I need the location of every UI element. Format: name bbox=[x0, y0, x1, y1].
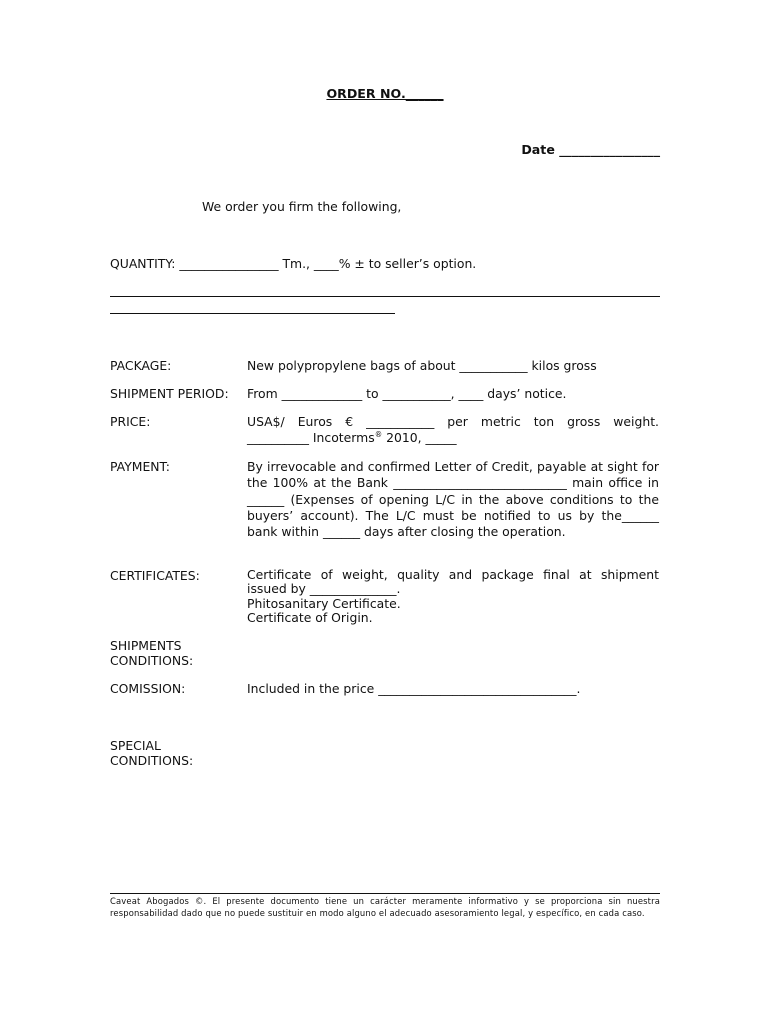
certificates-label: CERTIFICATES: bbox=[110, 568, 200, 583]
certificates-value bbox=[247, 568, 659, 625]
comission-label: COMISSION: bbox=[110, 681, 186, 696]
price-line-1: USA$/ Euros € ___________ per metric ton gross weight. bbox=[247, 414, 659, 429]
special-conditions-label-1: SPECIAL bbox=[110, 738, 161, 753]
footer-disclaimer: Caveat Abogados ©. El presente documento tiene un carácter meramente informativo y se proporciona sin nuestra responsabilidad dado que no puede sustituir en modo alguno el adecuado asesoramiento legal, y específico, en cada caso. bbox=[110, 896, 660, 918]
shipments-conditions-label bbox=[110, 638, 193, 668]
registered-mark: ® bbox=[374, 430, 383, 440]
payment-value: By irrevocable and confirmed Letter of Credit, payable at sight for the 100% at the Bank ____________________________ main office in ______ (Expenses of opening L/C in the above conditions to the buyers’ account). The L/C must be notified to us by the______ bank within ______ days after closing the operation. bbox=[247, 459, 659, 540]
intro-text: We order you firm the following, bbox=[202, 199, 402, 214]
quantity-line: QUANTITY: ________________ Tm., ____% ± to seller’s option. bbox=[110, 256, 477, 271]
shipment-period-value bbox=[247, 386, 659, 402]
blank-line-1 bbox=[110, 296, 660, 297]
comission-value bbox=[247, 681, 659, 697]
payment-label: PAYMENT: bbox=[110, 459, 170, 474]
blank-line-2 bbox=[110, 313, 395, 314]
certificates-line-3: Phitosanitary Certificate. bbox=[247, 595, 401, 611]
date-field: Date ________________ bbox=[521, 142, 660, 157]
price-incoterms: __________ Incoterms bbox=[247, 430, 375, 446]
price-year: 2010, _____ bbox=[382, 430, 457, 446]
certificates-line-1: Certificate of weight, quality and package final at shipment bbox=[247, 567, 659, 582]
certificates-line-2: issued by ______________. bbox=[247, 581, 401, 597]
special-conditions-label bbox=[110, 738, 193, 768]
package-label: PACKAGE: bbox=[110, 358, 172, 373]
comission-text: Included in the price ________________________________. bbox=[247, 681, 581, 696]
shipments-conditions-label-1: SHIPMENTS bbox=[110, 638, 182, 653]
shipment-period-text: From _____________ to ___________, ____ days’ notice. bbox=[247, 386, 567, 401]
page-title bbox=[0, 86, 770, 101]
footer-divider bbox=[110, 893, 660, 894]
price-label: PRICE: bbox=[110, 414, 151, 429]
package-text: New polypropylene bags of about ___________ kilos gross bbox=[247, 358, 597, 373]
shipments-conditions-label-2: CONDITIONS: bbox=[110, 653, 194, 668]
price-value bbox=[247, 414, 659, 447]
package-value bbox=[247, 358, 659, 374]
order-number-title: ORDER NO.______ bbox=[326, 86, 444, 101]
shipment-period-label: SHIPMENT PERIOD: bbox=[110, 386, 229, 401]
special-conditions-label-2: CONDITIONS: bbox=[110, 753, 194, 768]
certificates-line-4: Certificate of Origin. bbox=[247, 609, 373, 625]
price-line-2 bbox=[247, 430, 659, 446]
